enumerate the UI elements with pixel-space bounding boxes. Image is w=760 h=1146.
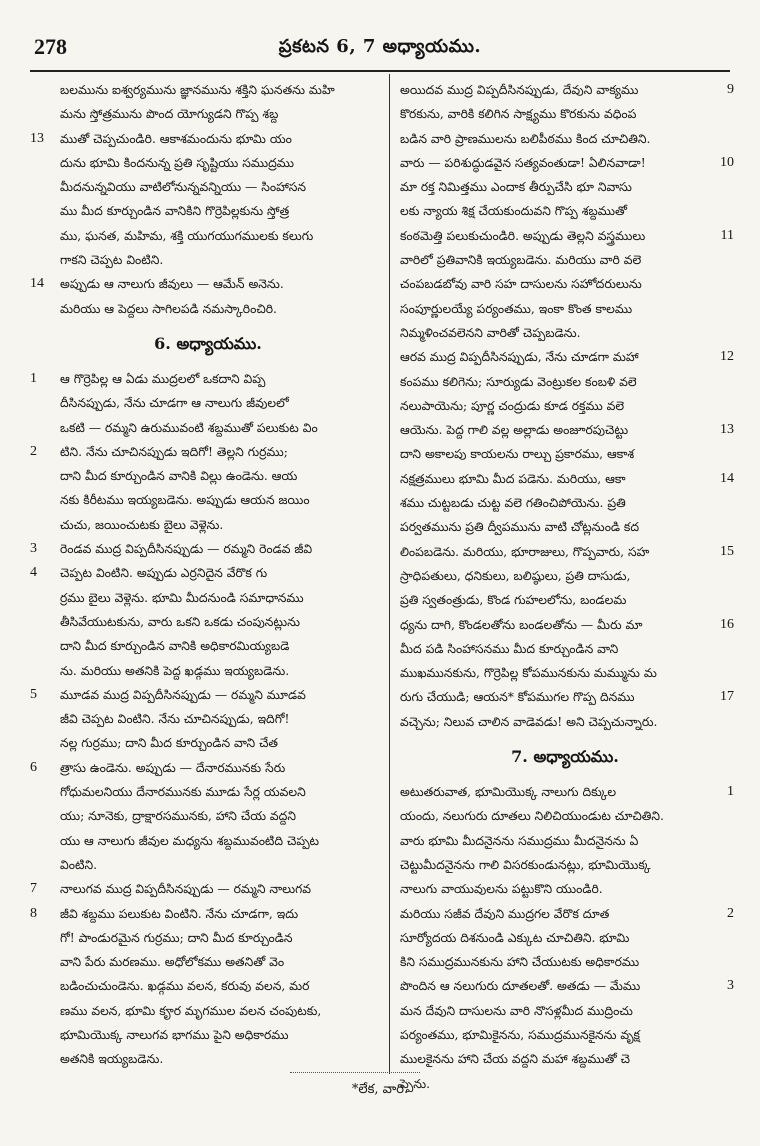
line-text: లింపబడెను. మరియు, భూరాజులు, గొప్పవారు, సహ	[400, 544, 650, 559]
footnote-rule	[290, 1072, 420, 1073]
line-text: రుగు చేయుడి; ఆయన* కోపముగల గొప్ప దినము	[400, 690, 635, 705]
text-line	[30, 659, 386, 683]
text-line	[394, 829, 736, 853]
text-line	[30, 537, 386, 561]
text-line	[394, 999, 736, 1023]
line-text: ప్రతి స్వతంత్రుడు, కొండ గుహలలోను, బండలమ	[400, 593, 627, 608]
text-line	[394, 102, 736, 126]
text-line	[394, 175, 736, 199]
line-text: గోధుమలనియు దేనారమునకు మూడు సేర్ల యవలని	[60, 785, 306, 800]
text-line	[394, 853, 736, 877]
line-text: చెట్టుమీదనైనను గాలి విసరకుండునట్లు, భూమియొక్క	[400, 857, 651, 872]
line-text: కంఠమెత్తి పలుకుచుండిరి. అప్పుడు తెల్లని వస్త్రములు	[400, 228, 646, 243]
line-text: నాలుగు వాయువులను పట్టుకొని యుండిరి.	[400, 882, 603, 897]
line-text: వాని పేరు మరణము. అధోలోకము అతనితో వెం	[60, 955, 285, 970]
text-line	[394, 370, 736, 394]
text-line	[394, 297, 736, 321]
text-line	[394, 224, 736, 248]
verse-number: 13	[720, 422, 734, 438]
line-text: వచ్చెను; నిలువ చాలిన వాడెవడు! అని చెప్పచున్నారు.	[400, 714, 658, 729]
line-text: ధ్యను దాగి, కొండలతోను బండలతోను — మీరు మా	[400, 617, 643, 632]
text-line	[394, 467, 736, 491]
verse-number: 2	[727, 905, 734, 921]
verse-number: 9	[727, 82, 734, 97]
line-text: మూడవ ముద్ర విప్పదీసినప్పుడు — రమ్మని మూడవ	[60, 687, 306, 702]
text-line	[30, 731, 386, 755]
text-line	[30, 199, 386, 223]
text-line	[30, 974, 386, 998]
line-text: పొందిన ఆ నలుగురు దూతలతో. అతడు — మేము	[400, 979, 641, 994]
line-text: మీదనున్నవియు వాటిలోనున్నవన్నియు — సింహాసన	[60, 180, 307, 195]
line-text: ఒకటి — రమ్మని ఉరుమువంటి శబ్దముతో పలుకుట విం	[60, 420, 318, 435]
text-line	[394, 127, 736, 151]
line-text: బడించుచుండెను. ఖడ్గము వలన, కరువు వలన, మర	[60, 979, 310, 994]
line-text: చెప్పట వింటిని. అప్పుడు ఎర్రనిదైన వేరొక గు	[60, 566, 268, 581]
line-text: దును భూమి కిందనున్న ప్రతి సృష్టియు సముద్రము	[60, 155, 295, 170]
line-text: ము మీద కూర్చుండిన వానికిని గొర్రెపిల్లకును స్తోత్ర	[60, 204, 290, 219]
line-text: వారు భూమి మీదనైనను సముద్రము మీదనైనను ఏ	[400, 833, 639, 848]
text-line	[394, 661, 736, 685]
text-line	[30, 610, 386, 634]
text-line	[394, 564, 736, 588]
text-line	[30, 950, 386, 974]
line-text: ము, ఘనత, మహిమ, శక్తి యుగయుగములకు కలుగు	[60, 228, 314, 243]
text-line	[30, 297, 386, 321]
text-line	[394, 950, 736, 974]
text-line	[394, 515, 736, 539]
text-line	[30, 780, 386, 804]
line-text: ను. మరియు అతనికి పెద్ద ఖడ్గము ఇయ్యబడెను.	[60, 663, 290, 678]
text-line	[30, 1023, 386, 1047]
line-text: నల్ల గుర్రము; దాని మీద కూర్చుండిన వాని చేత	[60, 736, 278, 751]
line-text: మను స్తోత్రమును పొంద యోగ్యుడని గొప్ప శబ్ద	[60, 107, 279, 122]
text-line	[30, 877, 386, 901]
text-line	[394, 491, 736, 515]
text-line	[30, 756, 386, 780]
verse-number: 14	[720, 470, 734, 486]
line-text: నిమ్మళించవలెనని వారితో చెప్పబడెను.	[400, 325, 581, 340]
line-text: ఆరవ ముద్ర విప్పదీసినప్పుడు, నేను చూడగా మహా	[400, 350, 639, 365]
footnote: *లేక, వారి.	[351, 1082, 409, 1097]
text-line	[394, 974, 736, 998]
line-text: సూర్యోదయ దిశనుండి ఎక్కుట చూచితిని. భూమి	[400, 930, 630, 945]
text-line	[394, 710, 736, 734]
line-text: వారిలో ప్రతివానికి ఇయ్యబడెను. మరియు వారి వలె	[400, 253, 642, 268]
line-text: కొరకును, వారికి కలిగిన సాక్ష్యము కొరకును వధింప	[400, 107, 637, 122]
verse-number: 12	[720, 349, 734, 365]
chapter-heading: 7. అధ్యాయము.	[511, 747, 619, 767]
line-text: స్రాధిపతులు, ధనికులు, బలిష్ఠులు, ప్రతి దాసుడు,	[400, 568, 631, 583]
text-line	[30, 488, 386, 512]
verse-number: 8	[30, 905, 37, 921]
text-line	[394, 877, 736, 901]
line-text: యు; నూనెకు, ద్రాక్షారసమునకు, హాని చేయ వద్దని	[60, 809, 296, 824]
text-line	[30, 513, 386, 537]
line-text: వారు — పరిశుద్ధుడవైన సత్యవంతుడా! ఏలినవాడా!	[400, 155, 646, 170]
verse-number: 3	[727, 978, 734, 994]
line-text: కిని సముద్రమునకును హాని చేయుటకు అధికారము	[400, 955, 640, 970]
text-line	[394, 345, 736, 369]
text-line	[30, 391, 386, 415]
verse-number: 14	[30, 276, 44, 292]
text-line	[30, 1047, 386, 1071]
text-line	[30, 464, 386, 488]
text-line	[30, 926, 386, 950]
text-line	[394, 78, 736, 102]
line-text: పర్యంతము, భూమికైనను, సముద్రమునకైనను వృక్ష	[400, 1027, 640, 1042]
verse-number: 7	[30, 881, 37, 897]
text-line	[30, 272, 386, 296]
text-line	[394, 613, 736, 637]
text-line	[394, 780, 736, 804]
verse-number: 1	[727, 784, 734, 800]
running-title: ప్రకటన 6, 7 అధ్యాయము.	[278, 36, 482, 57]
text-line	[394, 637, 736, 661]
line-text: మా రక్త నిమిత్తము ఎందాక తీర్పుచేసి భూ నివాసు	[400, 180, 632, 195]
line-text: చుచు, జయించుటకు బైలు వెళ్లెను.	[60, 517, 224, 532]
chapter-heading: 6. అధ్యాయము.	[154, 333, 262, 353]
line-text: మరియు ఆ పెద్దలు సాగిలపడి నమస్కారించిరి.	[60, 301, 277, 316]
verse-number: 15	[720, 543, 734, 559]
line-text: నలుపాయెను; పూర్ణ చంద్రుడు కూడ రక్తము వలె	[400, 398, 625, 413]
text-line	[394, 442, 736, 466]
line-text: బలమును ఐశ్వర్యమును జ్ఞానమును శక్తిని ఘనతను మహి	[60, 83, 335, 97]
line-text: ర్రము బైలు వెళ్లెను. భూమి మీదనుండి సమాధానము	[60, 590, 304, 605]
text-line	[394, 394, 736, 418]
line-text: దాని మీద కూర్చుండిన వానికి అధికారమియ్యబడె	[60, 639, 290, 654]
verse-number: 16	[720, 616, 734, 632]
verse-number: 5	[30, 686, 37, 702]
line-text: యందు, నలుగురు దూతలు నిలిచియుండుట చూచితిని.	[400, 809, 664, 824]
verse-number: 1	[30, 370, 37, 386]
line-text: అయిదవ ముద్ర విప్పదీసినప్పుడు, దేవుని వాక్యము	[400, 83, 639, 97]
text-line	[30, 175, 386, 199]
line-text: అటుతరువాత, భూమియొక్క నాలుగు దిక్కుల	[400, 785, 617, 800]
text-line	[30, 707, 386, 731]
line-text: ఆయెను. పెద్ద గాలి వల్ల అల్లాడు అంజూరపుచెట్టు	[400, 423, 629, 438]
line-text: శము చుట్టబడు చుట్ట వలె గతించిపోయెను. ప్రతి	[400, 496, 626, 511]
line-text: ముతో చెప్పచుండిరి. ఆకాశమందును భూమి యం	[60, 131, 292, 146]
text-line	[30, 248, 386, 272]
column-divider	[389, 74, 390, 1074]
text-line	[394, 248, 736, 272]
text-line	[30, 416, 386, 440]
text-line	[30, 127, 386, 151]
line-text: అతనికి ఇయ్యబడెను.	[60, 1052, 164, 1067]
text-line	[394, 902, 736, 926]
line-text: భూమియొక్క నాలుగవ భాగము పైని అధికారము	[60, 1027, 289, 1042]
verse-number: 10	[720, 154, 734, 170]
line-text: యు ఆ నాలుగు జీవుల మధ్యను శబ్దమువంటిది చెప్పట	[60, 833, 320, 848]
line-text: త్రాసు ఉండెను. అప్పుడు — దేనారమునకు సేరు	[60, 760, 286, 775]
line-text: చంపబడబోవు వారి సహ దాసులను సహోదరులును	[400, 277, 642, 292]
line-text: దాని మీద కూర్చుండిన వానికి విల్లు ఉండెను. ఆయ	[60, 469, 298, 484]
line-text: నకు కిరీటము ఇయ్యబడెను. అప్పుడు ఆయన జయిం	[60, 493, 310, 508]
text-line	[30, 634, 386, 658]
line-text: పర్వతమును ప్రతి ద్వీపమును వాటి చోట్లనుండి కద	[400, 520, 640, 535]
line-text: ప్పెను.	[400, 1076, 430, 1091]
line-text: ణము వలన, భూమి కౄర మృగముల వలన చంపుటకు,	[60, 1003, 322, 1018]
text-line	[394, 1023, 736, 1047]
verse-number: 17	[720, 689, 734, 705]
text-line	[394, 272, 736, 296]
line-text: నాలుగవ ముద్ర విప్పదీసినప్పుడు — రమ్మని నాలుగవ	[60, 882, 312, 897]
line-text: జీవి చెప్పట వింటిని. నేను చూచినప్పుడు, ఇదిగో!	[60, 712, 290, 727]
text-line	[30, 78, 386, 102]
line-text: బడిన వారి ప్రాణములను బలిపీఠము కింద చూచితిని.	[400, 131, 651, 146]
verse-number: 3	[30, 541, 37, 557]
line-text: ములకైనను హాని చేయ వద్దని మహా శబ్దముతో చె	[400, 1052, 630, 1067]
text-line	[394, 418, 736, 442]
text-line	[30, 804, 386, 828]
line-text: దాని అకాలపు కాయలను రాల్చు ప్రకారము, ఆకాశ	[400, 447, 635, 462]
text-line	[30, 151, 386, 175]
line-text: తీసివేయుటకును, వారు ఒకని ఒకడు చంపునట్లును	[60, 614, 301, 629]
text-line	[394, 804, 736, 828]
verse-number: 11	[720, 227, 734, 243]
line-text: గాకని చెప్పట వింటిని.	[60, 253, 164, 268]
text-line	[30, 102, 386, 126]
text-line	[30, 829, 386, 853]
text-line	[30, 902, 386, 926]
text-line	[30, 224, 386, 248]
verse-number: 2	[30, 443, 37, 459]
line-text: టిని. నేను చూచినప్పుడు ఇదిగో! తెల్లని గుర్రము;	[60, 444, 288, 459]
line-text: ముఖమునకును, గొర్రెపిల్ల కోపమునకును మమ్మును మ	[400, 666, 657, 681]
text-line	[394, 926, 736, 950]
verse-number: 6	[30, 759, 37, 775]
text-line	[30, 683, 386, 707]
text-line	[394, 1047, 736, 1071]
text-line	[394, 588, 736, 612]
page-header	[30, 30, 730, 72]
text-line	[30, 853, 386, 877]
page-number: 278	[34, 34, 67, 59]
text-line	[394, 151, 736, 175]
line-text: వింటిని.	[60, 857, 98, 872]
text-line	[30, 367, 386, 391]
text-line	[30, 586, 386, 610]
text-line	[30, 440, 386, 464]
line-text: సంపూర్ణులయ్యే పర్యంతము, ఇంకా కొంత కాలము	[400, 301, 633, 316]
right-column	[394, 78, 736, 1096]
line-text: మీద పడి సింహాసనము మీద కూర్చుండిన వాని	[400, 641, 619, 656]
line-text: దీసినప్పుడు, నేను చూడగా ఆ నాలుగు జీవులలో	[60, 396, 289, 411]
text-line	[394, 540, 736, 564]
line-text: లకు న్యాయ శిక్ష చేయకుందువని గొప్ప శబ్దముతో	[400, 204, 627, 219]
line-text: కంపము కలిగెను; సూర్యుడు వెంట్రుకల కంబళి వలె	[400, 374, 637, 389]
verse-number: 4	[30, 565, 37, 581]
text-line	[30, 999, 386, 1023]
text-line	[30, 561, 386, 585]
left-column	[30, 78, 386, 1072]
line-text: ఆ గొర్రెపిల్ల ఆ ఏడు ముద్రలలో ఒకదాని విప్ప	[60, 371, 266, 386]
verse-number: 13	[30, 130, 44, 146]
line-text: జీవి శబ్దము పలుకుట వింటిని. నేను చూడగా, ఇదు	[60, 906, 299, 921]
text-line	[394, 199, 736, 223]
text-line	[394, 321, 736, 345]
line-text: రెండవ ముద్ర విప్పదీసినప్పుడు — రమ్మని రెండవ జీవి	[60, 542, 313, 557]
line-text: గో! పాండురమైన గుర్రము; దాని మీద కూర్చుండిన	[60, 930, 293, 945]
line-text: మన దేవుని దాసులను వారి నొసళ్లమీద ముద్రించు	[400, 1003, 633, 1018]
line-text: మరియు సజీవ దేవుని ముద్రగల వేరొక దూత	[400, 906, 610, 921]
line-text: నక్షత్రములు భూమి మీద పడెను. మరియు, ఆకా	[400, 471, 626, 486]
text-line	[394, 685, 736, 709]
line-text: అప్పుడు ఆ నాలుగు జీవులు — ఆమేన్ అనెను.	[60, 277, 284, 292]
